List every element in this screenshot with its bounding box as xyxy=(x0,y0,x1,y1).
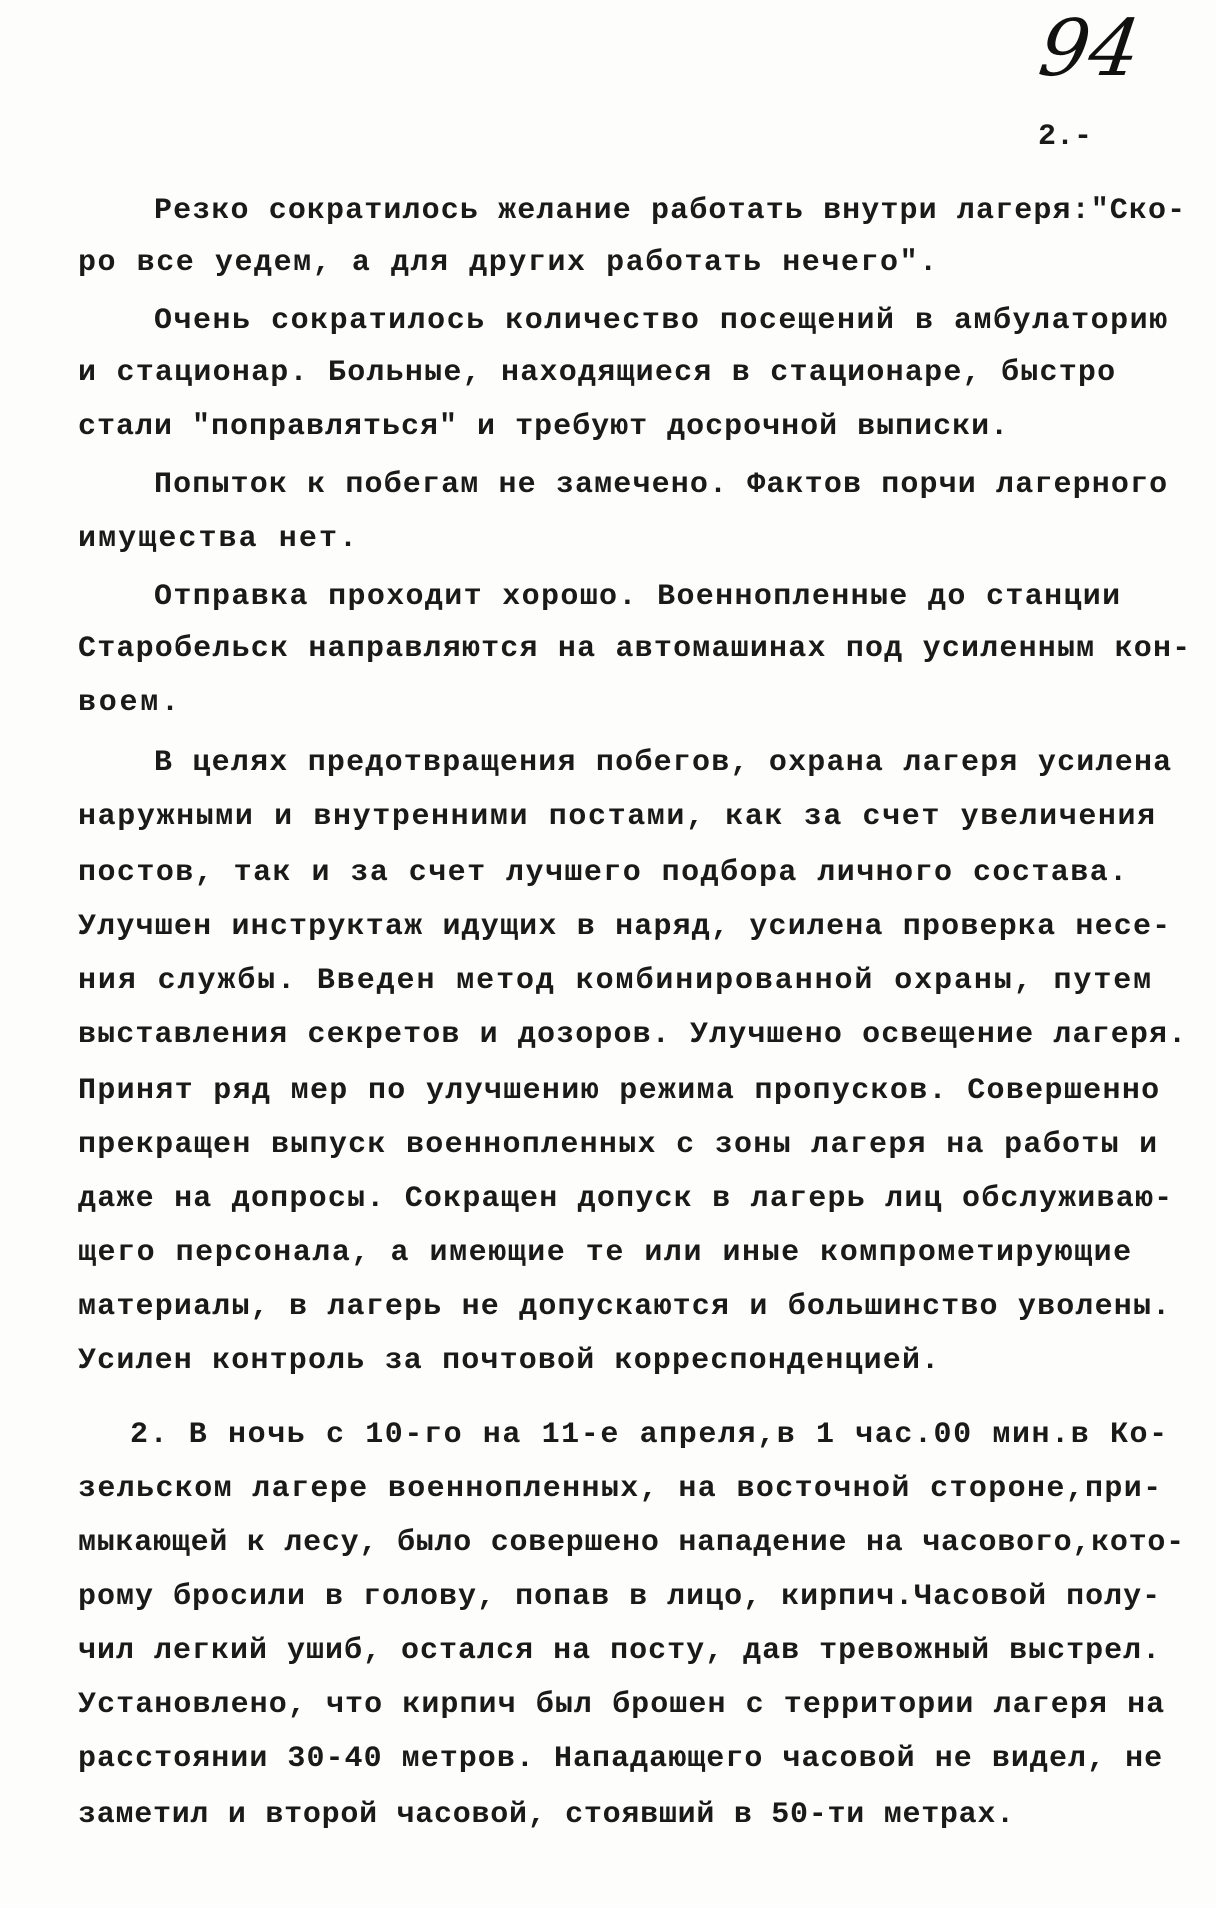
archive-page-number: 94 xyxy=(1033,4,1146,94)
text-line: заметил и второй часовой, стоявший в 50-ти метрах. xyxy=(78,1798,1015,1832)
text-line: ро все уедем, а для других работать нечего". xyxy=(78,246,939,280)
text-line: Резко сократилось желание работать внутри лагеря:"Ско- xyxy=(154,194,1187,228)
text-line: и стационар. Больные, находящиеся в стационаре, быстро xyxy=(78,356,1117,390)
text-line: расстоянии 30-40 метров. Нападающего часовой не видел, не xyxy=(78,1742,1164,1776)
text-line: Усилен контроль за почтовой корреспонденцией. xyxy=(78,1344,941,1378)
text-line: воем. xyxy=(78,686,182,720)
text-line: стали "поправляться" и требуют досрочной выписки. xyxy=(78,410,1010,444)
text-line: наружными и внутренними постами, как за счет увеличения xyxy=(78,800,1157,834)
text-line: Старобельск направляются на автомашинах под усиленным кон- xyxy=(78,632,1192,666)
text-line: Установлено, что кирпич был брошен с территории лагеря на xyxy=(78,1688,1166,1722)
text-line: прекращен выпуск военнопленных с зоны лагеря на работы и xyxy=(78,1128,1159,1162)
text-line: мыкающей к лесу, было совершено нападение на часового,кото- xyxy=(78,1526,1185,1560)
text-line: Попыток к побегам не замечено. Фактов порчи лагерного xyxy=(154,468,1169,502)
text-line: выставления секретов и дозоров. Улучшено освещение лагеря. xyxy=(78,1018,1188,1052)
text-line: В целях предотвращения побегов, охрана лагеря усилена xyxy=(154,746,1173,780)
text-line: зельском лагере военнопленных, на восточной стороне,при- xyxy=(78,1472,1163,1506)
text-line: ния службы. Введен метод комбинированной охраны, путем xyxy=(78,964,1154,998)
text-line: чил легкий ушиб, остался на посту, дав тревожный выстрел. xyxy=(78,1634,1162,1668)
text-line: рому бросили в голову, попав в лицо, кирпич.Часовой полу- xyxy=(78,1580,1162,1614)
text-line: Отправка проходит хорошо. Военнопленные до станции xyxy=(154,580,1122,614)
page-number: 2.- xyxy=(1038,120,1093,154)
text-line: имущества нет. xyxy=(78,522,360,556)
text-line: даже на допросы. Сокращен допуск в лагерь лиц обслуживаю- xyxy=(78,1182,1174,1216)
text-line: щего персонала, а имеющие те или иные компрометирующие xyxy=(78,1236,1133,1270)
text-line: Принят ряд мер по улучшению режима пропусков. Совершенно xyxy=(78,1074,1161,1108)
text-line: материалы, в лагерь не допускаются и большинство уволены. xyxy=(78,1290,1172,1324)
text-line: постов, так и за счет лучшего подбора личного состава. xyxy=(78,856,1129,890)
text-line: 2. В ночь с 10-го на 11-е апреля,в 1 час.00 мин.в Ко- xyxy=(130,1418,1169,1452)
text-line: Улучшен инструктаж идущих в наряд, усилена проверка несе- xyxy=(78,910,1172,944)
text-line: Очень сократилось количество посещений в амбулаторию xyxy=(154,304,1169,338)
